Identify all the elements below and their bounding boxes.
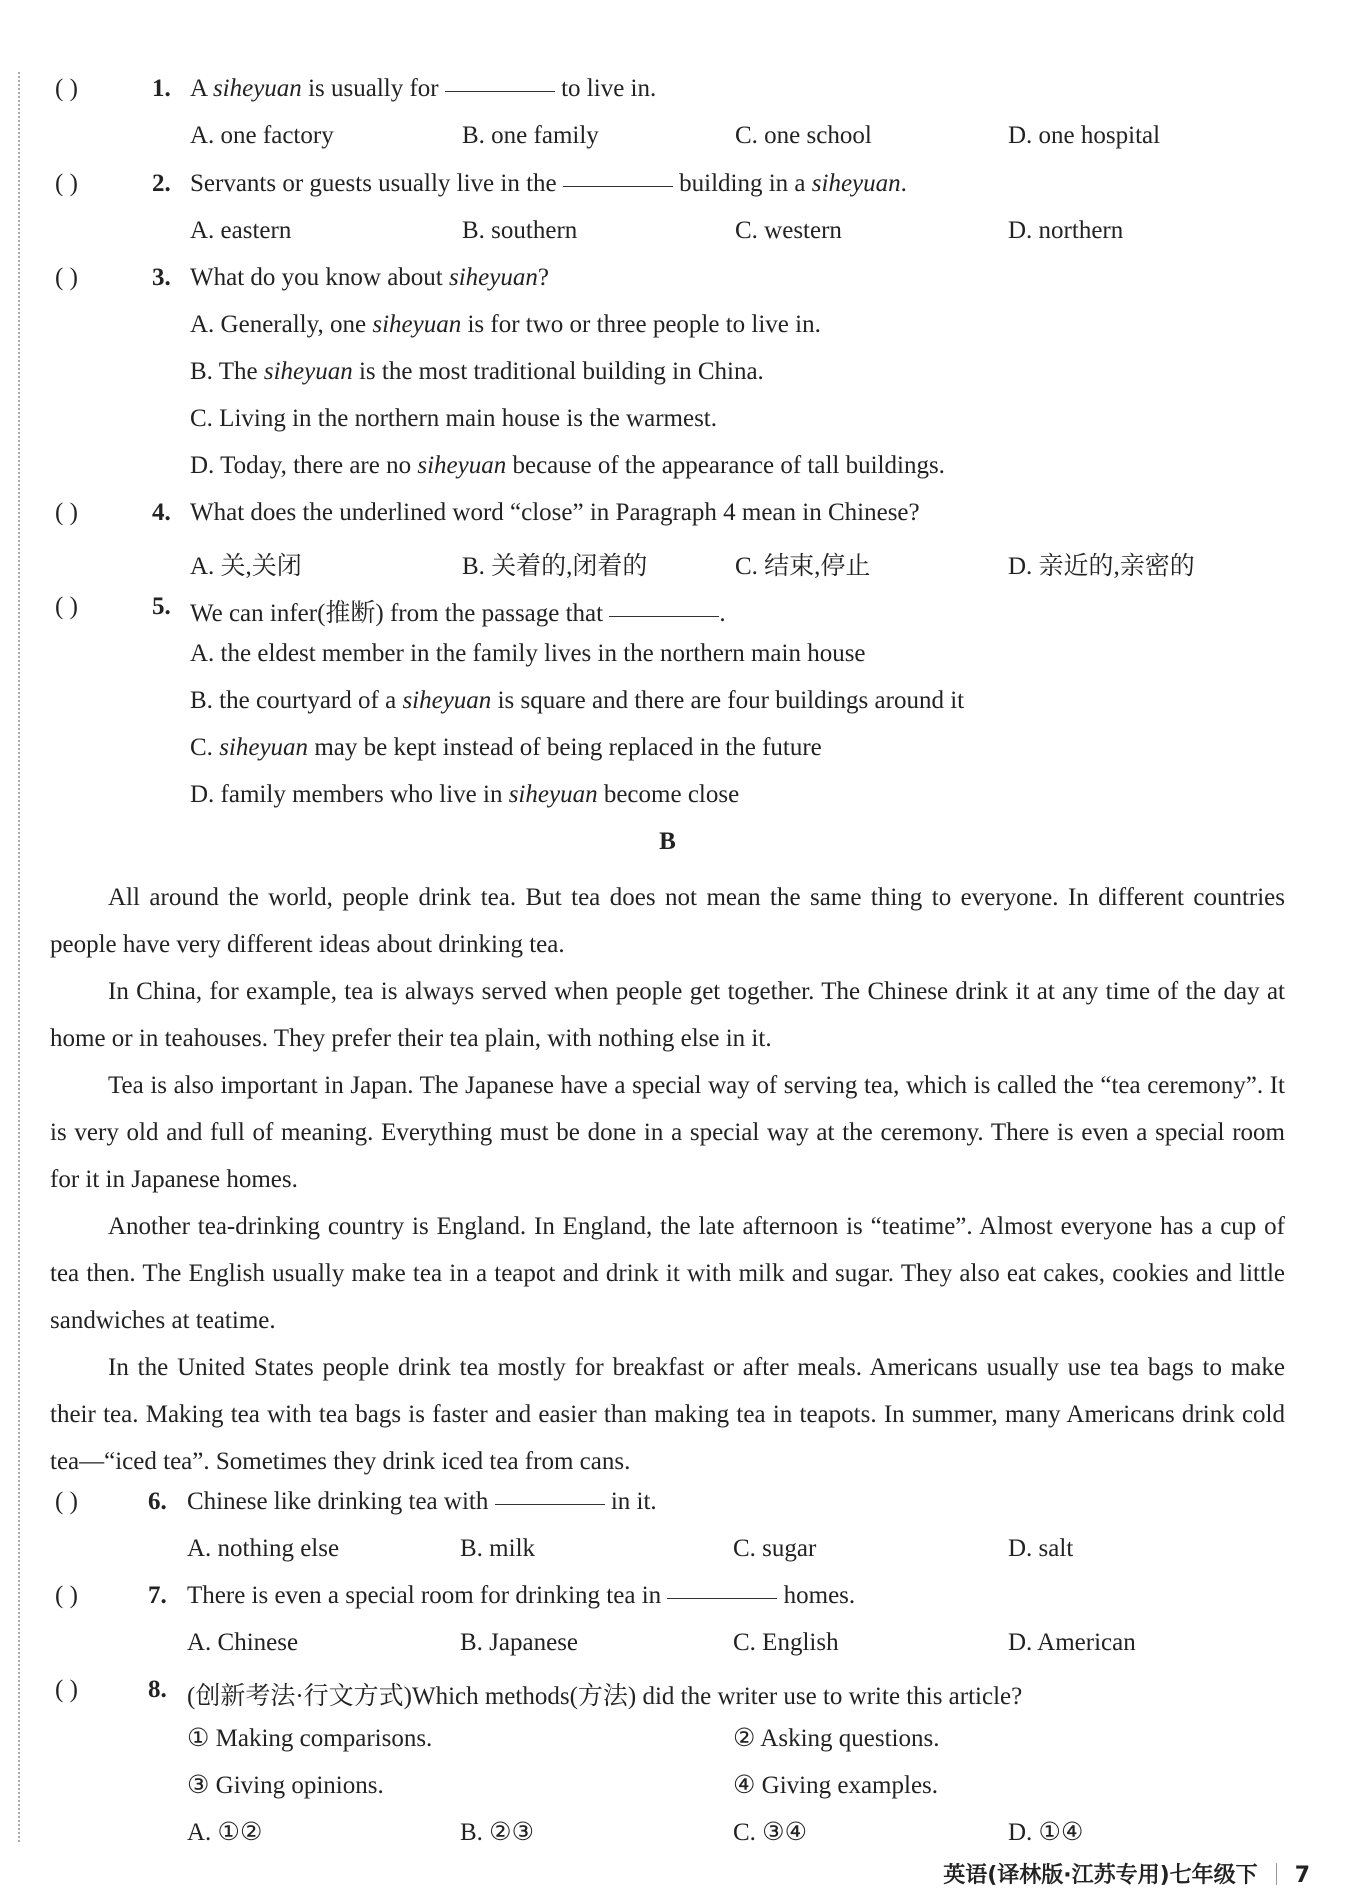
answer-bracket[interactable]: ( ) <box>55 499 78 526</box>
answer-blank <box>495 1504 605 1505</box>
question-number: 3. <box>152 264 171 291</box>
footer-separator <box>1276 1863 1277 1885</box>
option-b[interactable]: B. milk <box>460 1535 536 1562</box>
question-number: 7. <box>148 1582 167 1609</box>
option-b[interactable]: B. southern <box>462 217 578 244</box>
answer-bracket[interactable]: ( ) <box>55 593 78 620</box>
option-c[interactable]: C. one school <box>735 122 872 149</box>
option-b[interactable]: B. ②③ <box>460 1819 534 1846</box>
option-c[interactable]: C. sugar <box>733 1535 817 1562</box>
method-2: ② Asking questions. <box>733 1725 940 1752</box>
answer-bracket[interactable]: ( ) <box>55 264 78 291</box>
option-d[interactable]: D. 亲近的,亲密的 <box>1008 553 1195 580</box>
question-number: 6. <box>148 1488 167 1515</box>
option-d[interactable]: D. salt <box>1008 1535 1074 1562</box>
method-4: ④ Giving examples. <box>733 1772 939 1799</box>
passage-paragraph: In the United States people drink tea mostly for breakfast or after meals. Americans usually use tea bags to make their tea. Making tea with tea bags is faster and easier than making tea in teapots. In summer, many Americans drink cold tea—“iced tea”. Sometimes they drink iced tea from cans. <box>50 1354 1285 1475</box>
question-number: 4. <box>152 499 171 526</box>
option-a[interactable]: A. 关,关闭 <box>190 553 302 580</box>
page-number: 7 <box>1294 1863 1310 1888</box>
question-number: 1. <box>152 75 171 102</box>
option-a[interactable]: A. ①② <box>187 1819 263 1846</box>
option-c[interactable]: C. English <box>733 1629 839 1656</box>
question-text: What does the underlined word “close” in Paragraph 4 mean in Chinese? <box>190 499 920 526</box>
answer-bracket[interactable]: ( ) <box>55 1488 78 1515</box>
question-number: 2. <box>152 170 171 197</box>
option-b[interactable]: B. one family <box>462 122 599 149</box>
option-a[interactable]: A. nothing else <box>187 1535 340 1562</box>
answer-bracket[interactable]: ( ) <box>55 1582 78 1609</box>
passage-paragraph: Tea is also important in Japan. The Japanese have a special way of serving tea, which is called the “tea ceremony”. It is very old and full of meaning. Everything must be done in a special way at the ceremony. There is even a special room for it in Japanese homes. <box>50 1072 1285 1193</box>
passage-paragraph: In China, for example, tea is always served when people get together. The Chinese drink it at any time of the day at home or in teahouses. They prefer their tea plain, with nothing else in it. <box>50 978 1285 1052</box>
option-c[interactable]: C. 结束,停止 <box>735 553 871 580</box>
answer-blank <box>445 91 555 92</box>
answer-bracket[interactable]: ( ) <box>55 1676 78 1703</box>
option-d[interactable]: D. American <box>1008 1629 1136 1656</box>
passage-paragraph: Another tea-drinking country is England. In England, the late afternoon is “teatime”. Almost everyone has a cup of tea then. The English usually make tea in a teapot and drink it with milk and sugar. They also eat cakes, cookies and little sandwiches at teatime. <box>50 1213 1285 1334</box>
footer-subject: 英语(译林版·江苏专用)七年级下 <box>943 1863 1258 1888</box>
question-number: 8. <box>148 1676 167 1703</box>
question-text: Servants or guests usually live in the building in a siheyuan. <box>190 170 907 197</box>
question-text: What do you know about siheyuan? <box>190 264 549 291</box>
option-d[interactable]: D. northern <box>1008 217 1124 244</box>
answer-bracket[interactable]: ( ) <box>55 170 78 197</box>
question-number: 5. <box>152 593 171 620</box>
question-text: Chinese like drinking tea with in it. <box>187 1488 657 1515</box>
answer-blank <box>563 186 673 187</box>
method-1: ① Making comparisons. <box>187 1725 433 1752</box>
question-text: We can infer(推断) from the passage that . <box>190 600 726 627</box>
page-footer <box>943 1858 1310 1889</box>
passage-paragraph: All around the world, people drink tea. But tea does not mean the same thing to everyone. In different countries people have very different ideas about drinking tea. <box>50 884 1285 958</box>
option-c[interactable]: C. ③④ <box>733 1819 807 1846</box>
margin-dotted-line <box>18 72 20 1842</box>
option-a[interactable]: A. eastern <box>190 217 292 244</box>
option-b[interactable]: B. Japanese <box>460 1629 579 1656</box>
answer-bracket[interactable]: ( ) <box>55 75 78 102</box>
question-text: (创新考法·行文方式)Which methods(方法) did the writer use to write this article? <box>187 1683 1023 1710</box>
option-b[interactable]: B. 关着的,闭着的 <box>462 553 648 580</box>
option-a[interactable]: A. one factory <box>190 122 334 149</box>
answer-blank <box>609 616 719 617</box>
question-text: A siheyuan is usually for to live in. <box>190 75 657 102</box>
question-text: There is even a special room for drinking tea in homes. <box>187 1582 856 1609</box>
option-d[interactable]: D. one hospital <box>1008 122 1161 149</box>
option-c[interactable]: C. western <box>735 217 842 244</box>
option-d[interactable]: D. ①④ <box>1008 1819 1084 1846</box>
method-3: ③ Giving opinions. <box>187 1772 384 1799</box>
option-a[interactable]: A. Chinese <box>187 1629 299 1656</box>
answer-blank <box>667 1598 777 1599</box>
section-heading: B <box>659 828 676 855</box>
